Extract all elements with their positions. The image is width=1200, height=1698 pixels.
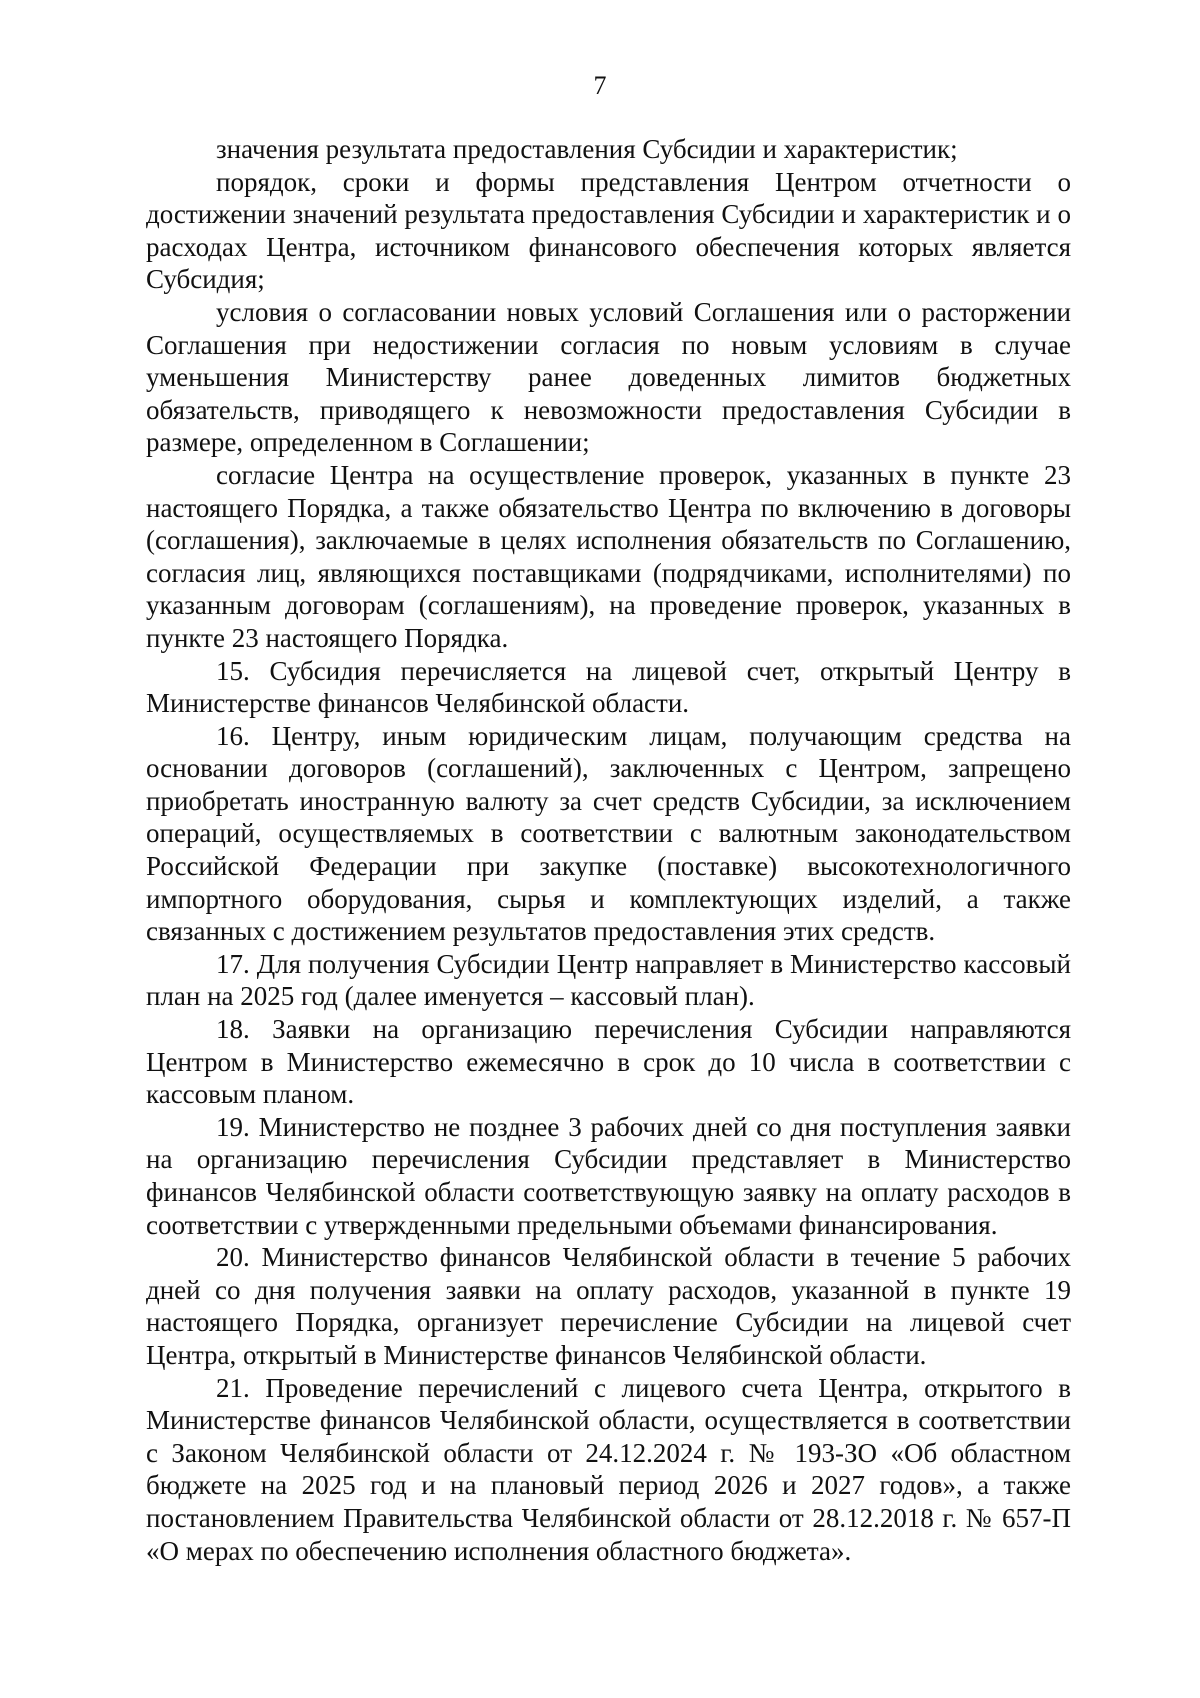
paragraph-result-values: значения результата предоставления Субсидии и характеристик; bbox=[216, 134, 958, 164]
paragraph-item-20: 20. Министерство финансов Челябинской области в течение 5 рабочих дней со дня получения заявки на оплату расходов, указанной в пункте 19 настоящего Порядка, организует перечисление Субсидии на лицевой счет Центра, открытый в Министерстве финансов Челябинской области. bbox=[146, 1242, 1071, 1370]
paragraph-agreement-conditions: условия о согласовании новых условий Соглашения или о расторжении Соглашения при недостижении согласия по новым условиям в случае уменьшения Министерству ранее доведенных лимитов бюджетных обязательств, приводящего к невозможности предоставления Субсидии в размере, определенном в Соглашении; bbox=[146, 296, 1071, 458]
paragraph-item-18: 18. Заявки на организацию перечисления Субсидии направляются Центром в Министерство ежемесячно в срок до 10 числа в соответствии с кассовым планом. bbox=[146, 1014, 1071, 1110]
paragraph-reporting-procedure: порядок, сроки и формы представления Центром отчетности о достижении значений результата предоставления Субсидии и характеристик и о расходах Центра, источником финансового обеспечения которых является Субсидия; bbox=[146, 166, 1071, 295]
paragraph-item-15: 15. Субсидия перечисляется на лицевой счет, открытый Центру в Министерстве финансов Челябинской области. bbox=[146, 655, 1071, 719]
paragraph-item-17: 17. Для получения Субсидии Центр направляет в Министерство кассовый план на 2025 год (далее именуется – кассовый план). bbox=[146, 948, 1071, 1012]
paragraph-item-16: 16. Центру, иным юридическим лицам, получающим средства на основании договоров (соглашений), заключенных с Центром, запрещено приобретать иностранную валюту за счет средств Субсидии, за исключением операций, осуществляемых в соответствии с валютным законодательством Российской Федерации при закупке (поставке) высокотехнологичного импортного оборудования, сырья и комплектующих изделий, а также связанных с достижением результатов предоставления этих средств. bbox=[146, 720, 1071, 947]
page-number: 7 bbox=[593, 71, 607, 100]
paragraph-item-19: 19. Министерство не позднее 3 рабочих дней со дня поступления заявки на организацию перечисления Субсидии представляет в Министерство финансов Челябинской области соответствующую заявку на оплату расходов в соответствии с утвержденными предельными объемами финансирования. bbox=[146, 1111, 1071, 1240]
document-body bbox=[146, 133, 1071, 1567]
paragraph-inspection-consent: согласие Центра на осуществление проверок, указанных в пункте 23 настоящего Порядка, а также обязательство Центра по включению в договоры (соглашения), заключаемые в целях исполнения обязательств по Соглашению, согласия лиц, являющихся поставщиками (подрядчиками, исполнителями) по указанным договорам (соглашениям), на проведение проверок, указанных в пункте 23 настоящего Порядка. bbox=[146, 459, 1071, 653]
paragraph-item-21: 21. Проведение перечислений с лицевого счета Центра, открытого в Министерстве финансов Челябинской области, осуществляется в соответствии с Законом Челябинской области от 24.12.2024 г. № 193-ЗО «Об областном бюджете на 2025 год и на плановый период 2026 и 2027 годов», а также постановлением Правительства Челябинской области от 28.12.2018 г. № 657-П «О мерах по обеспечению исполнения областного бюджета». bbox=[146, 1372, 1071, 1566]
